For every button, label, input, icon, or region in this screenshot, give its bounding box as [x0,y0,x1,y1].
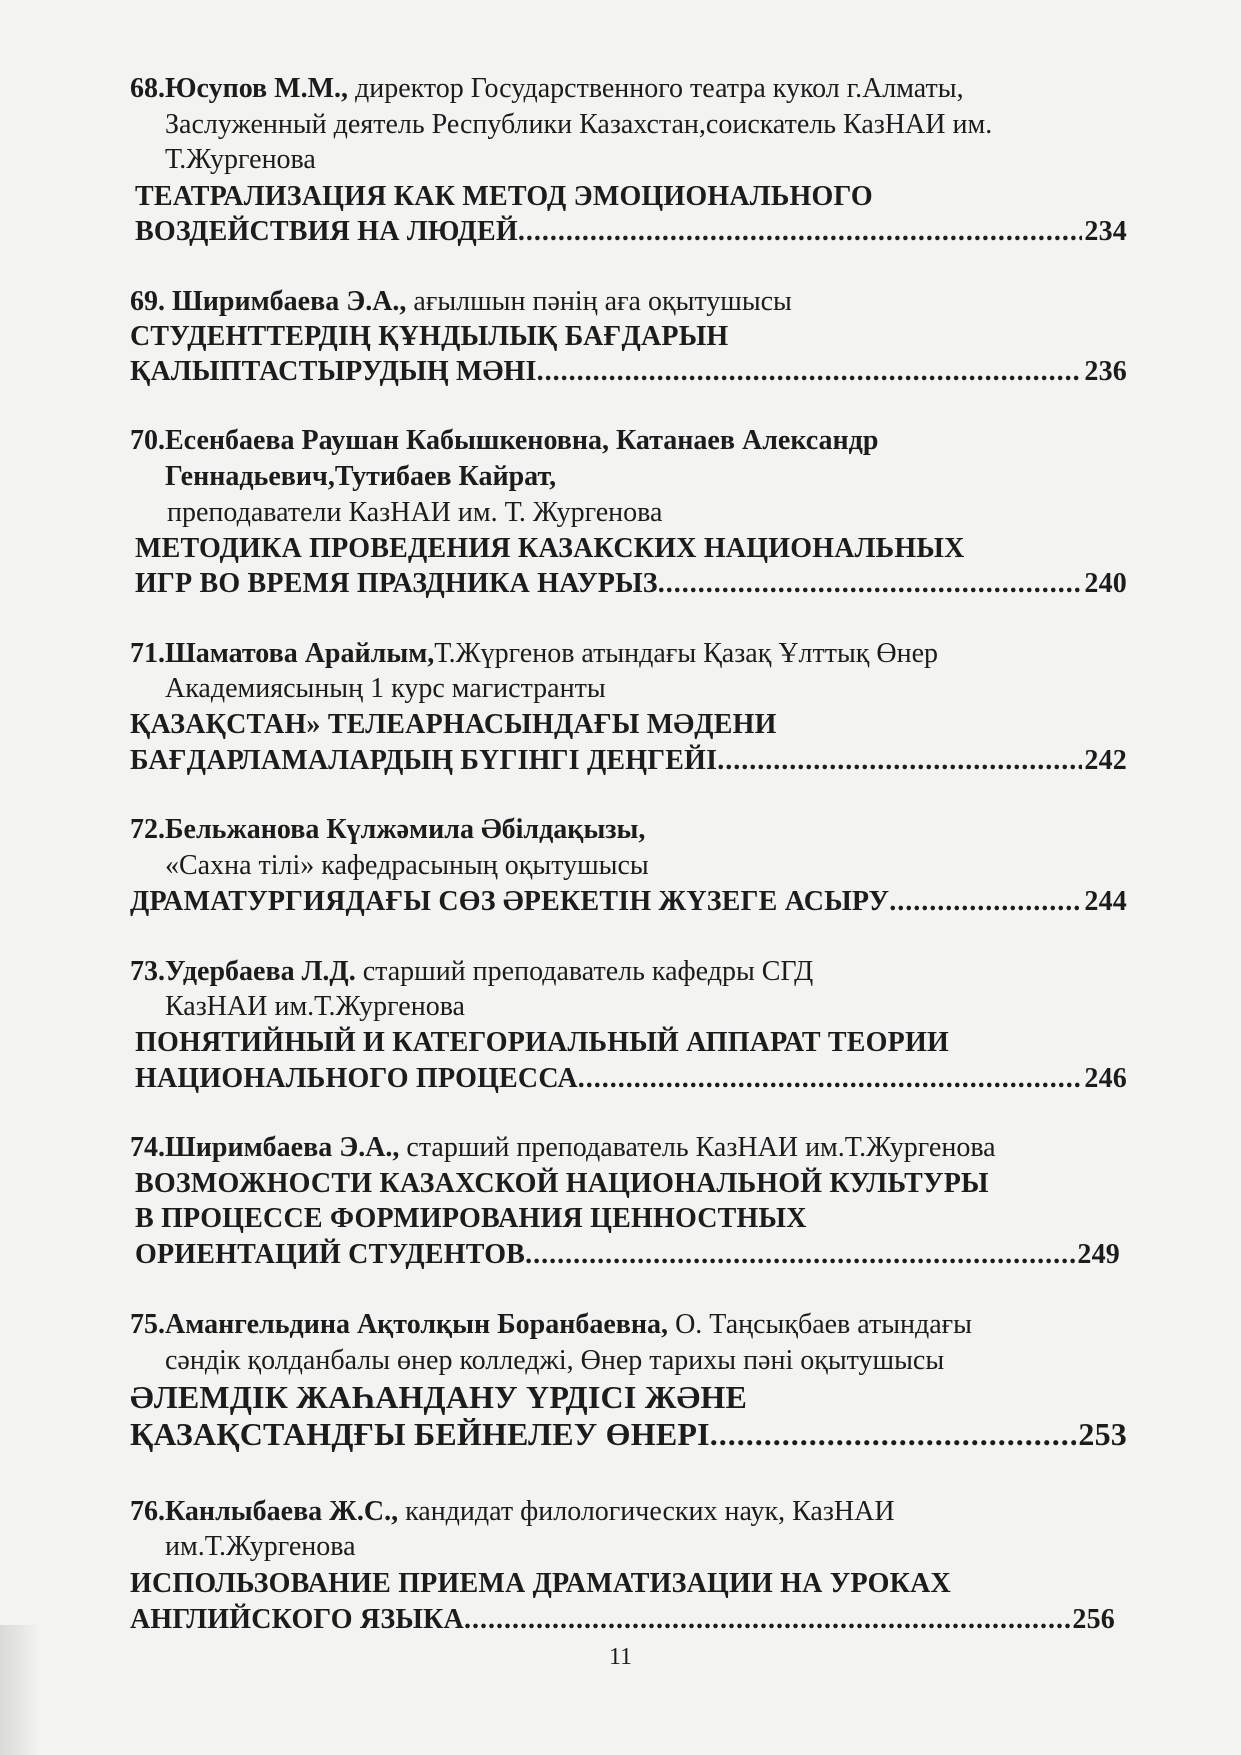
entry-author: Амангельдина Ақтолқын Боранбаевна, [165,1309,669,1340]
entry-author: Ширимбаева Э.А., [172,286,407,317]
entry-title-last-line [130,1603,1115,1637]
entry-author-line: Геннадьевич,Тутибаев Кайрат, [165,461,557,492]
leader-dots [710,1417,1077,1451]
entry-header [130,955,813,989]
entry-title-last-line [130,1417,1127,1451]
leader-dots [537,355,1083,389]
leader-dots [658,567,1083,601]
entry-author: Бельжанова Күлжәмила Әбілдақызы, [165,814,646,845]
entry-title-line: ИСПОЛЬЗОВАНИЕ ПРИЕМА ДРАМАТИЗАЦИИ НА УРОКАХ [130,1568,951,1599]
entry-number: 72. [130,814,165,845]
entry-affiliation-line: им.Т.Жургенова [165,1531,356,1562]
entry-title-line: МЕТОДИКА ПРОВЕДЕНИЯ КАЗАКСКИХ НАЦИОНАЛЬНЫХ [135,533,965,564]
leader-dots [464,1603,1070,1637]
entry-affiliation: старший преподаватель кафедры СГД [355,956,814,987]
entry-title-last-line [130,355,1127,389]
leader-dots [717,744,1082,778]
entry-number: 73. [130,956,165,987]
entry-title-line: СТУДЕНТТЕРДІҢ ҚҰНДЫЛЫҚ БАҒДАРЫН [130,321,729,352]
entry-title-last-line [135,1238,1120,1272]
entry-title-line: АНГЛИЙСКОГО ЯЗЫКА [130,1604,464,1635]
entry-number: 76. [130,1496,165,1527]
entry-affiliation: ағылшын пәнің аға оқытушысы [406,286,792,317]
entry-title-line: ӘЛЕМДІК ЖАҺАНДАНУ ҮРДІСІ ЖӘНЕ [130,1379,748,1415]
entry-affiliation-line: КазНАИ им.Т.Жургенова [165,991,465,1022]
entry-title-line: ПОНЯТИЙНЫЙ И КАТЕГОРИАЛЬНЫЙ АППАРАТ ТЕОРИИ [135,1027,949,1058]
entry-affiliation-line: Академиясының 1 курс магистранты [165,673,606,704]
entry-author: Есенбаева Раушан Кабышкеновна, Катанаев Александр [165,425,879,456]
entry-author: Шаматова Арайлым, [165,638,435,669]
entry-page-number: 242 [1084,745,1127,776]
entry-affiliation-line: Т.Жургенова [165,144,316,175]
entry-page-number: 246 [1084,1063,1127,1094]
entry-title-last-line [130,744,1127,778]
entry-number: 74. [130,1132,165,1163]
entry-title-line: НАЦИОНАЛЬНОГО ПРОЦЕССА [135,1063,578,1094]
entry-author: Юсупов М.М., [165,73,348,104]
entry-title-last-line [135,1062,1127,1096]
entry-page-number: 249 [1077,1239,1120,1270]
entry-title-line: ҚАЗАҚСТАН» ТЕЛЕАРНАСЫНДАҒЫ МӘДЕНИ [130,709,777,740]
entry-page-number: 234 [1084,216,1127,247]
entry-affiliation-line: Заслуженный деятель Республики Казахстан,соискатель КазНАИ им. [165,109,993,140]
entry-number: 71. [130,638,165,669]
entry-affiliation: О. Таңсықбаев атындағы [668,1309,972,1340]
entry-title-line: ОРИЕНТАЦИЙ СТУДЕНТОВ [135,1239,526,1270]
entry-title-line: ДРАМАТУРГИЯДАҒЫ СӨЗ ӘРЕКЕТІН ЖҮЗЕГЕ АСЫРУ [130,886,890,917]
entry-title-line: ВОЗМОЖНОСТИ КАЗАХСКОЙ НАЦИОНАЛЬНОЙ КУЛЬТУРЫ [135,1168,989,1199]
entry-number: 68. [130,73,165,104]
entry-number: 70. [130,425,165,456]
leader-dots [518,215,1083,249]
entry-page-number: 256 [1072,1604,1115,1635]
entry-affiliation: старший преподаватель КазНАИ им.Т.Жургенова [399,1132,996,1163]
entry-title-line: ҚАЛЫПТАСТЫРУДЫҢ МӘНІ [130,356,537,387]
entry-number: 75. [130,1309,165,1340]
entry-author: Канлыбаева Ж.С., [165,1496,399,1527]
entry-title-last-line [130,885,1127,919]
entry-affiliation: Т.Жүргенов атындағы Қазақ Ұлттық Өнер [434,638,939,669]
entry-page-number: 240 [1084,568,1127,599]
entry-title-line: ҚАЗАҚСТАНДҒЫ БЕЙНЕЛЕУ ӨНЕРІ [130,1416,710,1452]
entry-title-line: ВОЗДЕЙСТВИЯ НА ЛЮДЕЙ [135,216,518,247]
leader-dots [578,1062,1083,1096]
entry-author: Удербаева Л.Д. [165,956,356,987]
entry-header [130,285,792,319]
entry-header [130,1495,895,1529]
entry-title-line: ИГР ВО ВРЕМЯ ПРАЗДНИКА НАУРЫЗ [135,568,658,599]
leader-dots [889,885,1082,919]
entry-title-last-line [135,567,1127,601]
entry-affiliation-line: «Сахна тілі» кафедрасының оқытушысы [165,850,649,881]
entry-header [130,813,645,847]
entry-header [130,72,964,106]
entry-affiliation: кандидат филологических наук, КазНАИ [398,1496,895,1527]
entry-page-number: 244 [1084,886,1127,917]
entry-author: Ширимбаева Э.А., [165,1132,400,1163]
entry-header [130,1308,972,1342]
entry-page-number: 236 [1084,356,1127,387]
entry-title-line: ТЕАТРАЛИЗАЦИЯ КАК МЕТОД ЭМОЦИОНАЛЬНОГО [135,181,873,212]
entry-title-line: В ПРОЦЕССЕ ФОРМИРОВАНИЯ ЦЕННОСТНЫХ [135,1203,807,1234]
entry-header [130,1131,996,1165]
entry-header [130,637,938,671]
entry-number: 69. [130,286,172,317]
entry-affiliation-line: сәндік қолданбалы өнер колледжі, Өнер тарихы пәні оқытушысы [165,1345,945,1376]
entry-title-last-line [135,215,1127,249]
entry-title-line: БАҒДАРЛАМАЛАРДЫҢ БҮГІНГІ ДЕҢГЕЙІ [130,745,718,776]
entry-affiliation: директор Государственного театра кукол г.Алматы, [348,73,964,104]
leader-dots [525,1238,1075,1272]
page-number: 11 [608,1644,633,1670]
scan-shadow [0,1625,40,1755]
entry-page-number: 253 [1078,1416,1127,1452]
entry-header [130,424,878,458]
entry-affiliation-line: преподаватели КазНАИ им. Т. Жургенова [167,497,663,528]
